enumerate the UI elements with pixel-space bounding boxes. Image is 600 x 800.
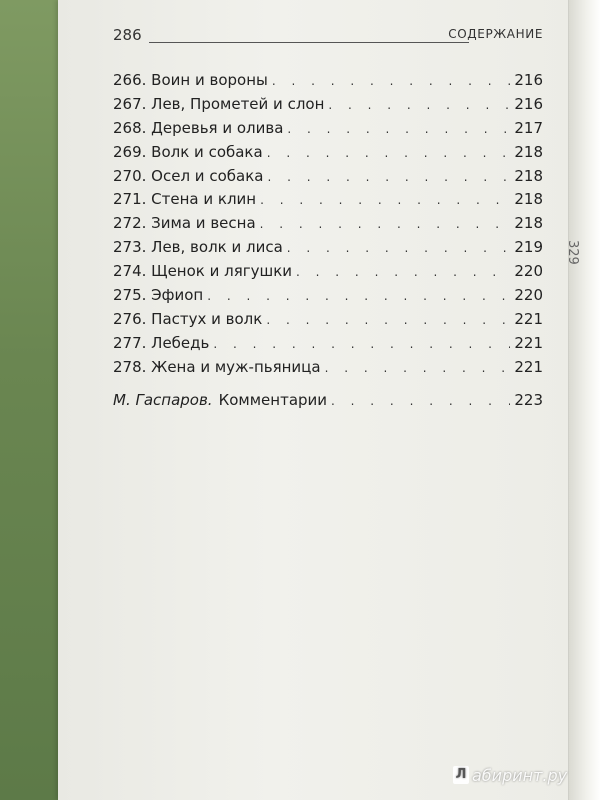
dot-leader: [287, 117, 510, 141]
toc-entry: [113, 283, 543, 307]
toc-entry: [113, 116, 543, 140]
toc-entry-page: 219: [514, 238, 543, 257]
table-of-contents: [113, 68, 543, 379]
dot-leader: [272, 69, 511, 93]
toc-entry-page: 217: [514, 118, 543, 137]
toc-entry: [113, 331, 543, 355]
toc-entry: [113, 355, 543, 379]
toc-entry-title: 268. Деревья и олива: [113, 118, 284, 137]
page-edge: [568, 0, 600, 800]
toc-entry: [113, 211, 543, 235]
toc-entry-page: 216: [514, 94, 543, 113]
toc-entry-title: 277. Лебедь: [113, 333, 210, 352]
watermark-text: абиринт.ру: [472, 765, 568, 785]
page-header: [113, 26, 543, 50]
dot-leader: [260, 212, 511, 236]
toc-entry-page: 218: [514, 142, 543, 161]
commentary-title: Комментарии: [218, 391, 328, 409]
toc-entry-title: 275. Эфиоп: [113, 286, 204, 305]
toc-entry: [113, 307, 543, 331]
commentary-page: 223: [514, 391, 543, 409]
toc-entry-page: 218: [514, 214, 543, 233]
toc-entry-page: 220: [514, 286, 543, 305]
toc-entry-page: 221: [514, 333, 543, 352]
toc-entry-page: 220: [514, 262, 543, 281]
dot-leader: [325, 356, 511, 380]
toc-entry: [113, 92, 543, 116]
commentary-entry: [113, 388, 543, 412]
watermark-logo: [453, 764, 567, 786]
toc-entry-title: 266. Воин и вороны: [113, 71, 268, 89]
page-number: 286: [113, 26, 142, 44]
toc-entry: [113, 235, 543, 259]
dot-leader: [213, 332, 510, 356]
dot-leader: [260, 188, 510, 212]
side-page-number: 329: [565, 240, 580, 265]
toc-entry-title: 273. Лев, волк и лиса: [113, 238, 283, 257]
dot-leader: [328, 93, 510, 117]
dot-leader: [267, 165, 510, 189]
toc-entry-page: 218: [514, 166, 543, 185]
dot-leader: [287, 236, 511, 260]
toc-entry: [113, 140, 543, 164]
dot-leader: [266, 308, 510, 332]
header-rule: [149, 42, 469, 43]
toc-entry-title: 269. Волк и собака: [113, 142, 263, 161]
dot-leader: [331, 389, 510, 413]
dot-leader: [267, 141, 511, 165]
dot-leader: [207, 284, 510, 308]
toc-entry: [113, 68, 543, 92]
toc-entry-page: 221: [514, 357, 543, 376]
dot-leader: [296, 260, 510, 284]
toc-entry-title: 267. Лев, Прометей и слон: [113, 94, 325, 113]
toc-entry-page: 218: [514, 190, 543, 209]
toc-entry-title: 271. Стена и клин: [113, 190, 257, 209]
toc-entry: [113, 187, 543, 211]
toc-entry-title: 278. Жена и муж-пьяница: [113, 357, 321, 376]
toc-entry-page: 216: [514, 71, 543, 89]
toc-entry: [113, 259, 543, 283]
toc-entry-title: 274. Щенок и лягушки: [113, 262, 293, 281]
section-title: СОДЕРЖАНИЕ: [448, 27, 543, 41]
commentary-author: М. Гаспаров.: [113, 391, 213, 409]
toc-entry-title: 272. Зима и весна: [113, 214, 256, 233]
toc-entry-page: 221: [514, 309, 543, 328]
toc-entry-title: 276. Пастух и волк: [113, 309, 263, 328]
toc-entry-title: 270. Осел и собака: [113, 166, 264, 185]
toc-entry: [113, 164, 543, 188]
labirint-logo-icon: Л: [453, 766, 469, 784]
